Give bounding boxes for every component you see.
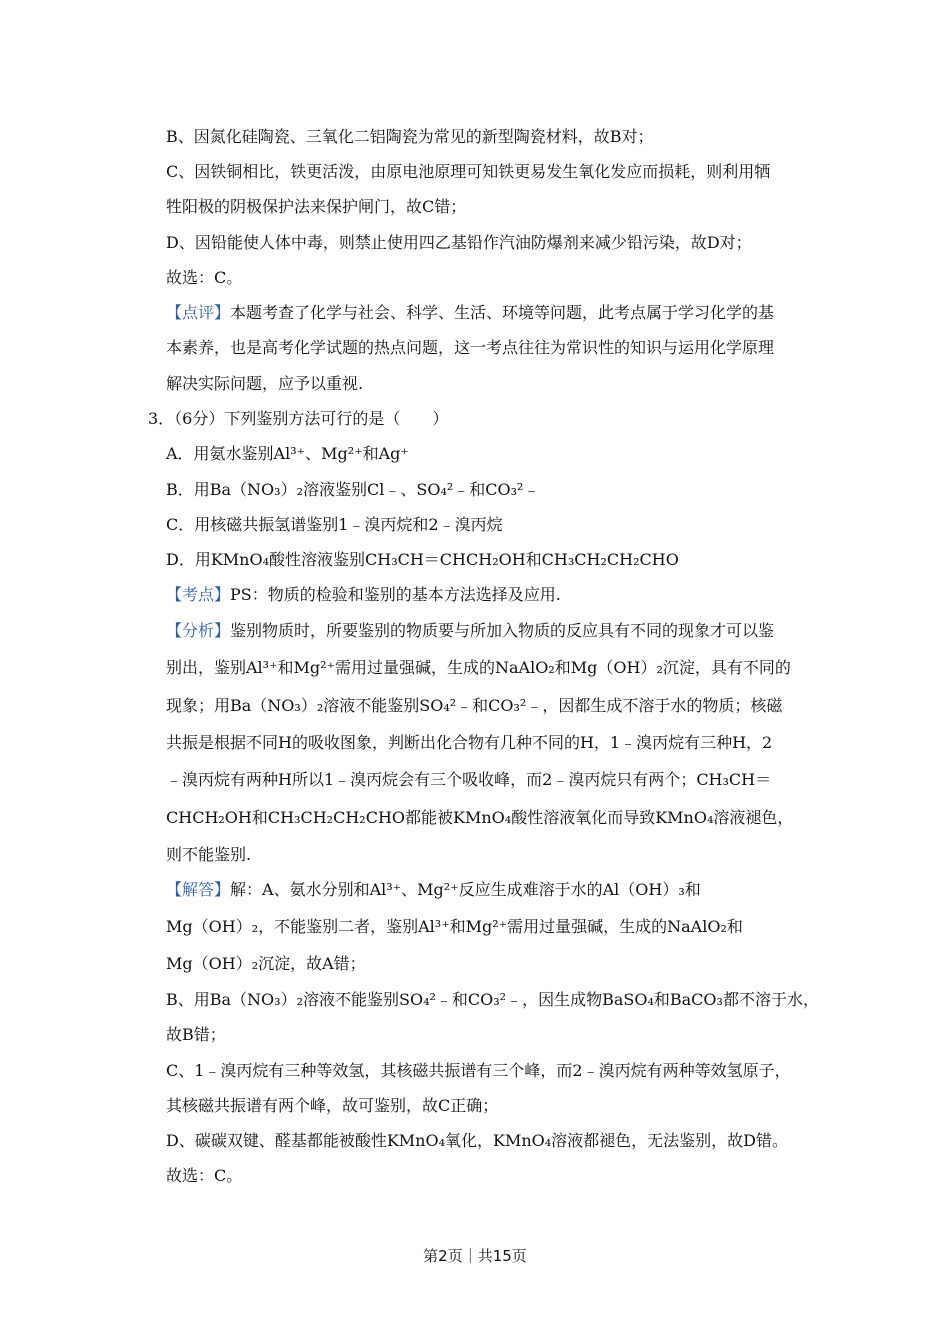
- section-tag: 【解答】: [166, 880, 231, 899]
- text-line: C、因铁铜相比，铁更活泼，由原电池原理可知铁更易发生氧化发应而损耗，则利用牺: [166, 162, 771, 181]
- text-line: CHCH₂OH和CH₃CH₂CH₂CHO都能被KMnO₄酸性溶液氧化而导致KMnO₄溶液褪色，: [166, 808, 794, 827]
- text-line: Mg（OH）₂沉淀，故A错；: [166, 954, 366, 973]
- section-tag: 【点评】: [166, 303, 231, 322]
- option-b: B．用Ba（NO₃）₂溶液鉴别Cl﹣、SO₄²﹣和CO₃²﹣: [166, 480, 540, 499]
- text-line: Mg（OH）₂，不能鉴别二者，鉴别Al³⁺和Mg²⁺需用过量强碱，生成的NaAlO₂和: [166, 917, 743, 936]
- text-line: ﹣溴丙烷有两种H所以1﹣溴丙烷会有三个吸收峰，而2﹣溴丙烷只有两个；CH₃CH＝: [166, 770, 772, 789]
- text-line: 解决实际问题，应予以重视.: [166, 374, 364, 393]
- text-line: 别出，鉴别Al³⁺和Mg²⁺需用过量强碱，生成的NaAlO₂和Mg（OH）₂沉淀，具有不同的: [166, 658, 791, 677]
- knowledge-point: 【考点】PS：物质的检验和鉴别的基本方法选择及应用.: [166, 585, 561, 604]
- text-line: B、用Ba（NO₃）₂溶液不能鉴别SO₄²﹣和CO₃²﹣，因生成物BaSO₄和BaCO₃都不溶于水，: [166, 990, 819, 1009]
- text-line: C、1﹣溴丙烷有三种等效氢，其核磁共振谱有三个峰，而2﹣溴丙烷有两种等效氢原子，: [166, 1061, 791, 1080]
- text-line: B、因氮化硅陶瓷、三氧化二铝陶瓷为常见的新型陶瓷材料，故B对；: [166, 127, 654, 146]
- text-line: D、碳碳双键、醛基都能被酸性KMnO₄氧化，KMnO₄溶液都褪色，无法鉴别，故D错。: [166, 1131, 789, 1150]
- text-line: 故B错；: [166, 1025, 226, 1044]
- section-tag: 【分析】: [166, 621, 231, 640]
- section-tag: 【考点】: [166, 585, 231, 604]
- text-line: 故选：C。: [166, 268, 243, 287]
- question-title: 3．（6分）下列鉴别方法可行的是（ ）: [148, 409, 449, 428]
- comment-line: 【点评】本题考查了化学与社会、科学、生活、环境等问题，此考点属于学习化学的基: [166, 303, 775, 322]
- option-c: C．用核磁共振氢谱鉴别1﹣溴丙烷和2﹣溴丙烷: [166, 515, 503, 534]
- text-line: D、因铅能使人体中毒，则禁止使用四乙基铅作汽油防爆剂来减少铅污染，故D对；: [166, 233, 752, 252]
- text-line: 故选：C。: [166, 1166, 243, 1185]
- text-line: 共振是根据不同H的吸收图象，判断出化合物有几种不同的H，1﹣溴丙烷有三种H，2: [166, 733, 773, 752]
- option-d: D．用KMnO₄酸性溶液鉴别CH₃CH＝CHCH₂OH和CH₃CH₂CH₂CHO: [166, 550, 679, 569]
- analysis-line: 【分析】鉴别物质时，所要鉴别的物质要与所加入物质的反应具有不同的现象才可以鉴: [166, 621, 775, 640]
- text-line: 其核磁共振谱有两个峰，故可鉴别，故C正确；: [166, 1096, 499, 1115]
- text-line: 本素养，也是高考化学试题的热点问题，这一考点往往为常识性的知识与运用化学原理: [166, 338, 775, 357]
- text-line: 现象；用Ba（NO₃）₂溶液不能鉴别SO₄²﹣和CO₃²﹣，因都生成不溶于水的物质；核磁: [166, 696, 783, 715]
- text-line: 牲阳极的阴极保护法来保护闸门，故C错；: [166, 197, 467, 216]
- page-footer: 第2页｜共15页: [423, 1247, 527, 1265]
- text-line: 则不能鉴别.: [166, 845, 252, 864]
- answer-line: 【解答】解：A、氨水分别和Al³⁺、Mg²⁺反应生成难溶于水的Al（OH）₃和: [166, 880, 701, 899]
- option-a: A．用氨水鉴别Al³⁺、Mg²⁺和Ag⁺: [166, 444, 409, 463]
